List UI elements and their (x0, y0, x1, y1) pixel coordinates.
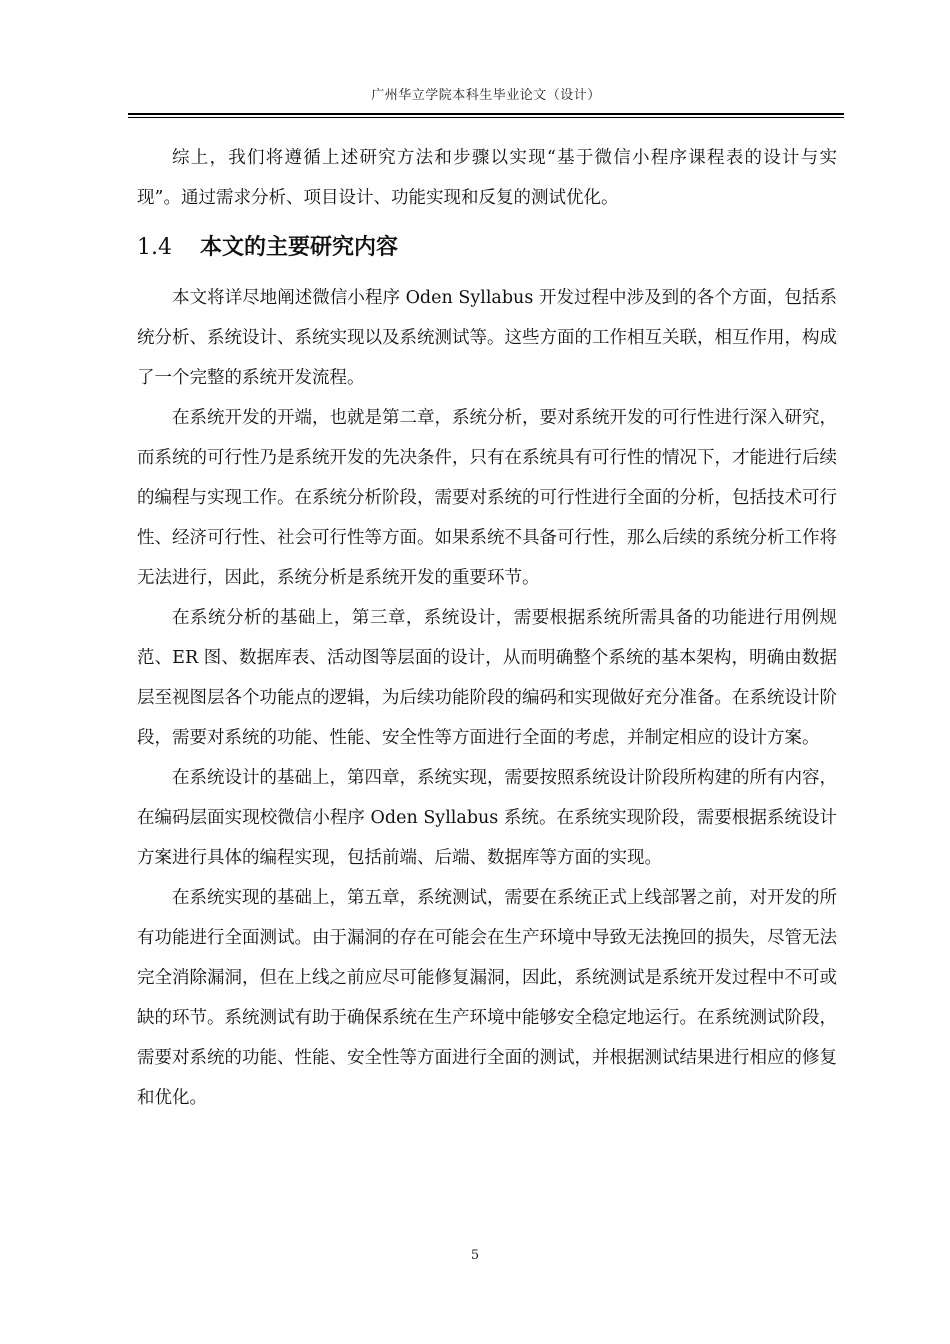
paragraph-system-design: 在系统分析的基础上，第三章，系统设计，需要根据系统所需具备的功能进行用例规范、ER 图、数据库表、活动图等层面的设计，从而明确整个系统的基本架构，明确由数据层至视图层各个功能点的逻辑，为后续功能阶段的编码和实现做好充分准备。在系统设计阶段，需要对系统的功能、性能、安全性等方面进行全面的考虑，并制定相应的设计方案。 (137, 608, 837, 748)
paragraph-system-analysis: 在系统开发的开端，也就是第二章，系统分析，要对系统开发的可行性进行深入研究，而系统的可行性乃是系统开发的先决条件，只有在系统具有可行性的情况下，才能进行后续的编程与实现工作。在系统分析阶段，需要对系统的可行性进行全面的分析，包括技术可行性、经济可行性、社会可行性等方面。如果系统不具备可行性，那么后续的系统分析工作将无法进行，因此，系统分析是系统开发的重要环节。 (137, 408, 837, 588)
header-rule-thin (128, 117, 844, 118)
section-heading (137, 228, 837, 268)
intro-paragraph: 综上，我们将遵循上述研究方法和步骤以实现“基于微信小程序课程表的设计与实现”。通过需求分析、项目设计、功能实现和反复的测试优化。 (137, 148, 837, 208)
header-rule-thick (128, 113, 844, 115)
section-number: 1.4 (137, 235, 172, 260)
paragraph-system-implementation: 在系统设计的基础上，第四章，系统实现，需要按照系统设计阶段所构建的所有内容，在编码层面实现校微信小程序 Oden Syllabus 系统。在系统实现阶段，需要根据系统设计方案进行具体的编程实现，包括前端、后端、数据库等方面的实现。 (137, 768, 837, 868)
paragraph-system-testing: 在系统实现的基础上，第五章，系统测试，需要在系统正式上线部署之前，对开发的所有功能进行全面测试。由于漏洞的存在可能会在生产环境中导致无法挽回的损失，尽管无法完全消除漏洞，但在上线之前应尽可能修复漏洞，因此，系统测试是系统开发过程中不可或缺的环节。系统测试有助于确保系统在生产环境中能够安全稳定地运行。在系统测试阶段，需要对系统的功能、性能、安全性等方面进行全面的测试，并根据测试结果进行相应的修复和优化。 (137, 888, 837, 1108)
page-header: 广州华立学院本科生毕业论文（设计） (371, 88, 601, 103)
page-number: 5 (470, 1248, 480, 1263)
section-title: 本文的主要研究内容 (200, 235, 399, 260)
document-body (137, 138, 837, 1118)
paragraph-overview: 本文将详尽地阐述微信小程序 Oden Syllabus 开发过程中涉及到的各个方面，包括系统分析、系统设计、系统实现以及系统测试等。这些方面的工作相互关联，相互作用，构成了一个完整的系统开发流程。 (137, 288, 837, 388)
